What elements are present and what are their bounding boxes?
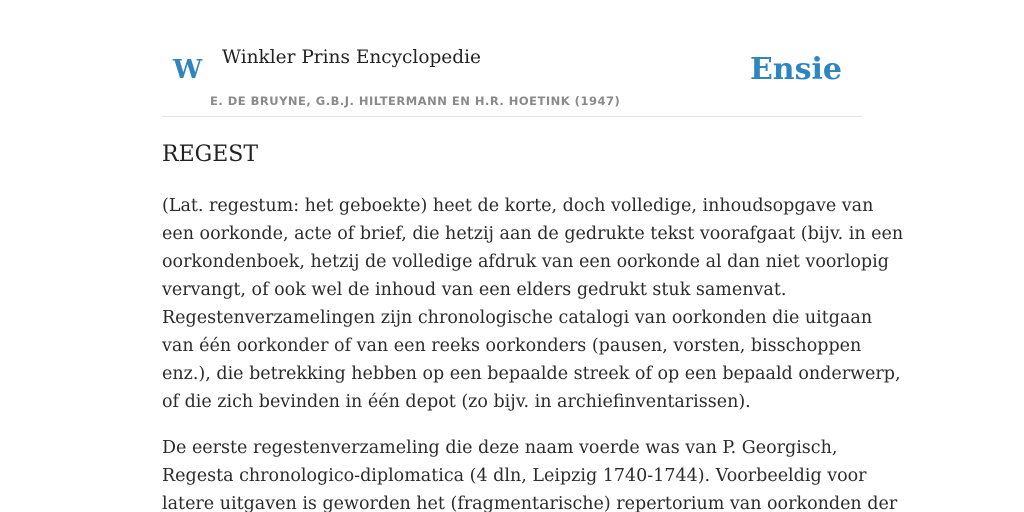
entry-title: REGEST [162, 142, 259, 167]
text-line: een oorkonde, acte of brief, die hetzij aan de gedrukte tekst voorafgaat (bijv. in een [162, 224, 904, 244]
ensie-brand-logo[interactable]: Ensie [749, 52, 842, 87]
text-line: of die zich bevinden in één depot (zo bijv. in archiefinventarissen). [162, 392, 751, 412]
text-line: van één oorkonder of van een reeks oorkonders (pausen, vorsten, bisschoppen [162, 336, 862, 356]
text-line: enz.), die betrekking hebben op een bepaalde streek of op een bepaald onderwerp, [162, 364, 901, 384]
paragraph-1 [162, 192, 904, 416]
text-line: Regesta chronologico-diplomatica (4 dln, Leipzig 1740-1744). Voorbeeldig voor [162, 466, 867, 486]
book-authors: E. DE BRUYNE, G.B.J. HILTERMANN EN H.R. HOETINK (1947) [210, 94, 621, 108]
paragraph-2 [162, 434, 898, 512]
book-title-link[interactable]: Winkler Prins Encyclopedie [222, 47, 481, 68]
text-line: (Lat. regestum: het geboekte) heet de korte, doch volledige, inhoudsopgave van [162, 196, 874, 216]
text-line: latere uitgaven is geworden het (fragmentarische) repertorium van oorkonden der [162, 494, 898, 512]
text-line: De eerste regestenverzameling die deze naam voerde was van P. Georgisch, [162, 438, 838, 458]
winkler-prins-logo[interactable]: W [173, 55, 203, 85]
text-line: Regestenverzamelingen zijn chronologische catalogi van oorkonden die uitgaan [162, 308, 873, 328]
text-line: vervangt, of ook wel de inhoud van een elders gedrukt stuk samenvat. [162, 280, 787, 300]
entry-content [162, 192, 904, 512]
text-line: oorkondenboek, hetzij de volledige afdruk van een oorkonde al dan niet voorlopig [162, 252, 889, 272]
page-header [162, 40, 862, 117]
